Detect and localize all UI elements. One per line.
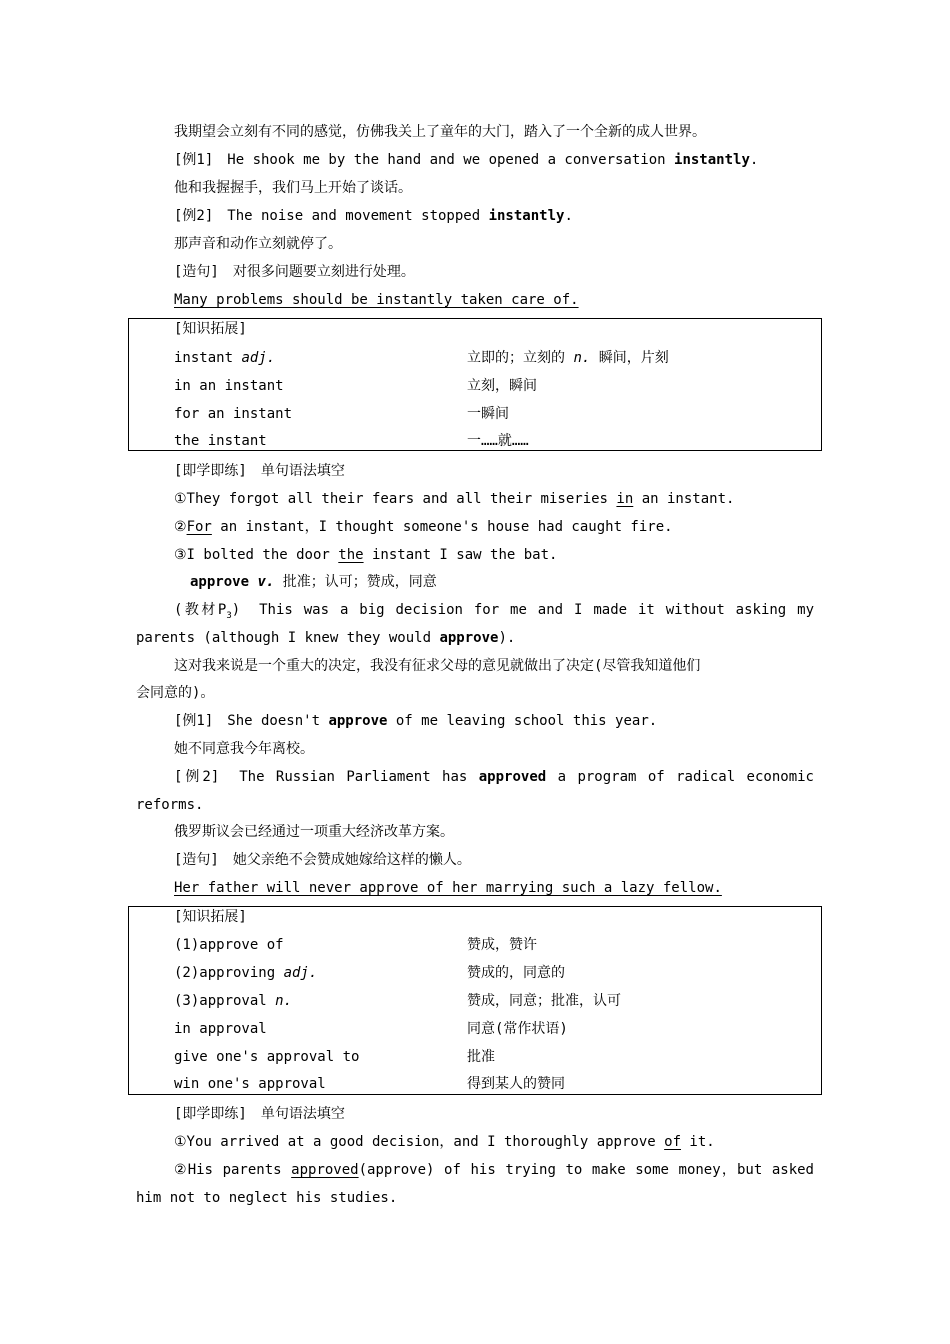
vocab-meaning: 赞成，赞许	[467, 937, 537, 953]
vocab-meaning: 批准	[467, 1049, 495, 1065]
sentence-making-prompt: [造句] 她父亲绝不会赞成她嫁给这样的懒人。	[174, 852, 471, 868]
vocab-meaning: 赞成的，同意的	[467, 965, 565, 981]
keyword: instantly	[674, 152, 750, 168]
knowledge-box-title: [知识拓展]	[174, 321, 247, 337]
exercise-title: [即学即练] 单句语法填空	[174, 463, 345, 479]
answer-blank: the	[338, 547, 364, 563]
answer-blank: approved	[291, 1162, 359, 1178]
answer-blank: For	[186, 519, 212, 535]
translation-line: 她不同意我今年离校。	[174, 741, 314, 757]
exercise-item-continued: him not to neglect his studies.	[136, 1190, 398, 1206]
translation-line: 这对我来说是一个重大的决定，我没有征求父母的意见就做出了决定(尽管我知道他们	[174, 658, 701, 674]
example-2: [例2] The Russian Parliament has approved a program of radical economic	[174, 769, 814, 785]
vocab-meaning: 立刻，瞬间	[467, 378, 537, 394]
vocab-term: (2)approving adj.	[174, 965, 318, 981]
vocab-term: (1)approve of	[174, 937, 284, 953]
vocab-meaning: 一瞬间	[467, 406, 509, 422]
keyword: approve	[328, 713, 388, 729]
translation-line: 那声音和动作立刻就停了。	[174, 236, 342, 252]
vocab-meaning: 赞成，同意；批准，认可	[467, 993, 621, 1009]
paragraph-line: 我期望会立刻有不同的感觉，仿佛我关上了童年的大门，踏入了一个全新的成人世界。	[174, 124, 706, 140]
vocab-term: (3)approval n.	[174, 993, 293, 1009]
vocab-term: instant adj.	[174, 350, 276, 366]
sentence-making-answer: Her father will never approve of her marrying such a lazy fellow.	[174, 880, 722, 896]
answer-blank: of	[664, 1134, 681, 1150]
vocab-term: win one's approval	[174, 1076, 326, 1092]
exercise-item: ①They forgot all their fears and all their miseries in an instant.	[174, 491, 735, 507]
vocab-term: the instant	[174, 433, 267, 449]
vocab-term: in approval	[174, 1021, 267, 1037]
example-1: [例1] She doesn't approve of me leaving school this year.	[174, 713, 658, 729]
translation-line: 会同意的)。	[136, 685, 215, 701]
vocab-meaning: 同意(常作状语)	[467, 1021, 568, 1037]
textbook-quote-line: parents (although I knew they would approve).	[136, 630, 516, 646]
example-text: .	[564, 208, 573, 224]
answer-blank: in	[616, 491, 634, 507]
keyword: approved	[478, 769, 547, 785]
keyword: instantly	[488, 208, 565, 224]
keyword: approve	[439, 630, 499, 646]
vocab-term: for an instant	[174, 406, 293, 422]
exercise-item: ③I bolted the door the instant I saw the bat.	[174, 547, 558, 563]
knowledge-box-title: [知识拓展]	[174, 909, 247, 925]
vocab-term: in an instant	[174, 378, 284, 394]
example-text: [例2] The noise and movement stopped	[174, 208, 489, 224]
example-text: .	[749, 152, 759, 168]
textbook-quote-line: (教材$P_3$) This was a big decision for me and I made it without asking my	[174, 602, 814, 619]
exercise-item: ②His parents approved(approve) of his trying to make some money，but asked	[174, 1162, 814, 1178]
exercise-item: ①You arrived at a good decision，and I thoroughly approve of it.	[174, 1134, 715, 1150]
vocab-term: give one's approval to	[174, 1049, 360, 1065]
example-2-continued: reforms.	[136, 797, 204, 813]
exercise-title: [即学即练] 单句语法填空	[174, 1106, 345, 1122]
vocab-meaning: 立即的；立刻的 n. 瞬间，片刻	[467, 350, 669, 366]
example-1	[174, 151, 758, 169]
headword: approve v. 批准；认可；赞成，同意	[190, 574, 437, 590]
vocab-meaning: 得到某人的赞同	[467, 1076, 565, 1092]
sentence-making-prompt: [造句] 对很多问题要立刻进行处理。	[174, 264, 415, 280]
example-text: [例1] He shook me by the hand and we opened a conversation	[174, 152, 675, 168]
exercise-item: ②For an instant，I thought someone's house had caught fire.	[174, 519, 673, 535]
translation-line: 俄罗斯议会已经通过一项重大经济改革方案。	[174, 824, 454, 840]
translation-line: 他和我握握手，我们马上开始了谈话。	[174, 180, 412, 196]
vocab-meaning: 一……就……	[467, 433, 529, 449]
example-2	[174, 207, 573, 225]
sentence-making-answer: Many problems should be instantly taken care of.	[174, 292, 579, 308]
